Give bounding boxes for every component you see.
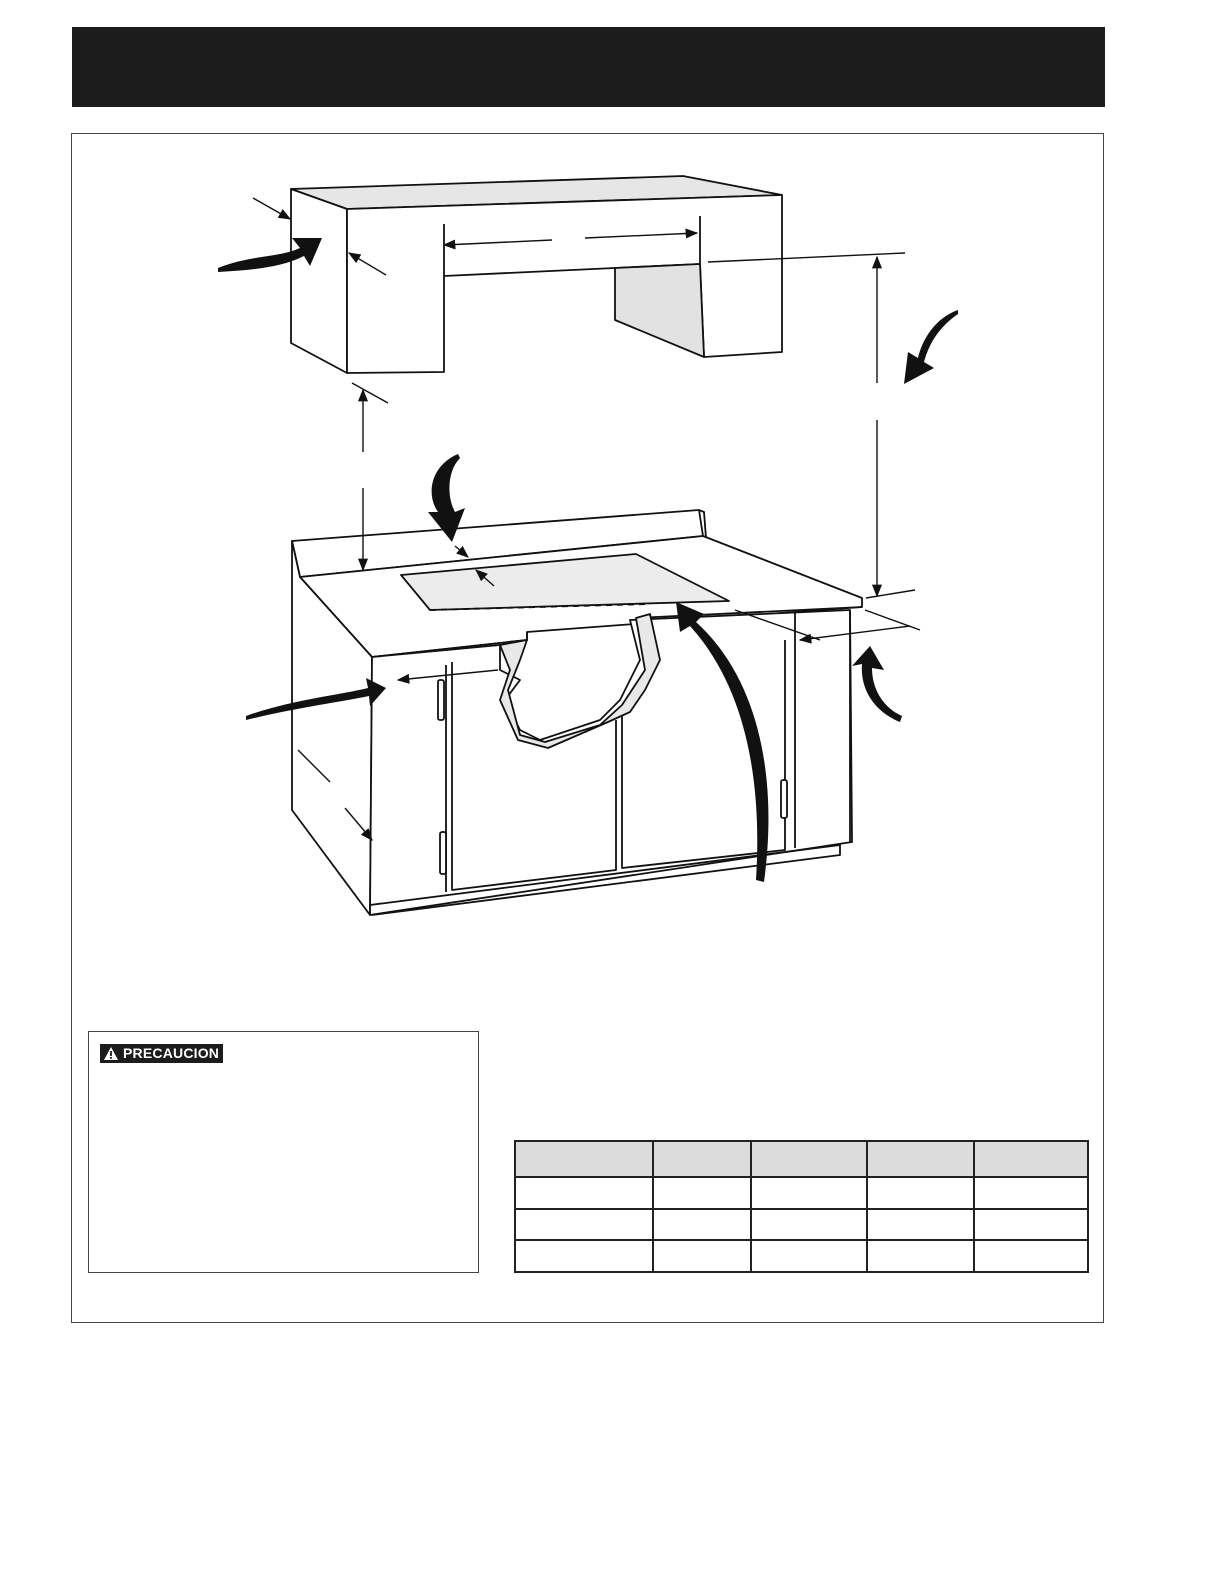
table-cell bbox=[751, 1209, 867, 1241]
table-cell bbox=[974, 1177, 1088, 1209]
warning-triangle-icon bbox=[103, 1046, 119, 1061]
caution-label bbox=[100, 1044, 223, 1063]
specification-table bbox=[514, 1140, 1089, 1273]
table-row bbox=[515, 1177, 1088, 1209]
caution-label-text: PRECAUCION bbox=[123, 1045, 220, 1061]
table-cell bbox=[867, 1177, 974, 1209]
table-header-cell bbox=[867, 1141, 974, 1177]
upper-cabinet bbox=[291, 176, 782, 373]
table-header-cell bbox=[653, 1141, 751, 1177]
table-cell bbox=[867, 1209, 974, 1241]
table-header-cell bbox=[751, 1141, 867, 1177]
table-cell bbox=[515, 1177, 653, 1209]
table-cell bbox=[515, 1209, 653, 1241]
table-row bbox=[515, 1209, 1088, 1241]
table-header-cell bbox=[515, 1141, 653, 1177]
table-cell bbox=[974, 1209, 1088, 1241]
table-cell bbox=[515, 1240, 653, 1272]
callout-arrow-lower-right bbox=[852, 646, 902, 722]
table-row bbox=[515, 1240, 1088, 1272]
base-cabinet bbox=[292, 510, 862, 915]
table-cell bbox=[653, 1177, 751, 1209]
caution-box bbox=[88, 1031, 479, 1273]
table-cell bbox=[751, 1177, 867, 1209]
table-cell bbox=[867, 1240, 974, 1272]
table-cell bbox=[751, 1240, 867, 1272]
table-cell bbox=[653, 1209, 751, 1241]
table-header-cell bbox=[974, 1141, 1088, 1177]
callout-arrow-upper-right bbox=[904, 310, 958, 384]
table-cell bbox=[653, 1240, 751, 1272]
table-cell bbox=[974, 1240, 1088, 1272]
table-header-row bbox=[515, 1141, 1088, 1177]
